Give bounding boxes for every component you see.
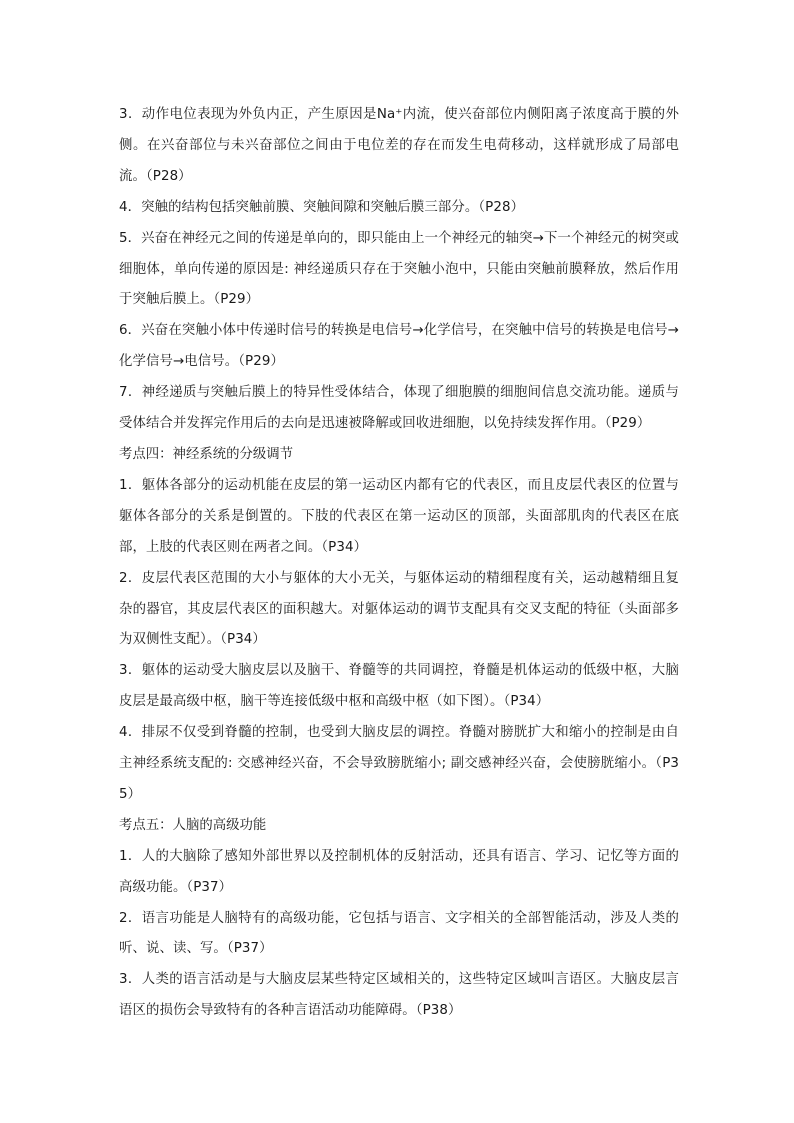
paragraph-4-urination-control: 4．排尿不仅受到脊髓的控制，也受到大脑皮层的调控。脊髓对膀胱扩大和缩小的控制是由自主神经系统支配的: 交感神经兴奋，不会导致膀胱缩小; 副交感神经兴奋，会使膀胱缩小。（P35）: [119, 725, 679, 802]
paragraph-2-cortex-area-size: 2．皮层代表区范围的大小与躯体的大小无关，与躯体运动的精细程度有关，运动越精细且复杂的器官，其皮层代表区的面积越大。对躯体运动的调节支配具有交叉支配的特征（头面部多为双侧性支配）。（P34）: [119, 570, 679, 648]
document-body: [119, 100, 679, 1027]
paragraph-3-action-potential: 3．动作电位表现为外负内正，产生原因是Na⁺内流，使兴奋部位内侧阳离子浓度高于膜的外侧。在兴奋部位与未兴奋部位之间由于电位差的存在而发生电荷移动，这样就形成了局部电流。（P28）: [119, 107, 679, 184]
paragraph-6-signal-conversion: 6．兴奋在突触小体中传递时信号的转换是电信号→化学信号，在突触中信号的转换是电信号→化学信号→电信号。（P29）: [119, 323, 679, 370]
paragraph-2-language-function: 2．语言功能是人脑特有的高级功能，它包括与语言、文字相关的全部智能活动，涉及人类的听、说、读、写。（P37）: [119, 910, 679, 957]
paragraph-3-hierarchical-control: 3．躯体的运动受大脑皮层以及脑干、脊髓等的共同调控，脊髓是机体运动的低级中枢，大脑皮层是最高级中枢，脑干等连接低级中枢和高级中枢（如下图）。（P34）: [119, 663, 679, 710]
paragraph-7-neurotransmitter-receptor: 7．神经递质与突触后膜上的特异性受体结合，体现了细胞膜的细胞间信息交流功能。递质与受体结合并发挥完作用后的去向是迅速被降解或回收进细胞，以免持续发挥作用。（P29）: [119, 385, 679, 432]
section-heading-4: 考点四：神经系统的分级调节: [119, 446, 294, 462]
paragraph-1-higher-functions: 1．人的大脑除了感知外部世界以及控制机体的反射活动，还具有语言、学习、记忆等方面的高级功能。（P37）: [119, 848, 679, 895]
paragraph-3-language-areas: 3．人类的语言活动是与大脑皮层某些特定区域相关的，这些特定区域叫言语区。大脑皮层言语区的损伤会导致特有的各种言语活动功能障碍。（P38）: [119, 972, 679, 1019]
paragraph-1-motor-cortex: 1．躯体各部分的运动机能在皮层的第一运动区内都有它的代表区，而且皮层代表区的位置与躯体各部分的关系是倒置的。下肢的代表区在第一运动区的顶部，头面部肌肉的代表区在底部，上肢的代表区则在两者之间。（P34）: [119, 477, 679, 555]
section-heading-5: 考点五：人脑的高级功能: [119, 817, 267, 833]
paragraph-4-synapse-structure: 4．突触的结构包括突触前膜、突触间隙和突触后膜三部分。（P28）: [119, 199, 525, 215]
paragraph-5-one-way-transmission: 5．兴奋在神经元之间的传递是单向的，即只能由上一个神经元的轴突→下一个神经元的树突或细胞体，单向传递的原因是: 神经递质只存在于突触小泡中，只能由突触前膜释放，然后作用于突触后膜上。（P29）: [119, 230, 679, 308]
